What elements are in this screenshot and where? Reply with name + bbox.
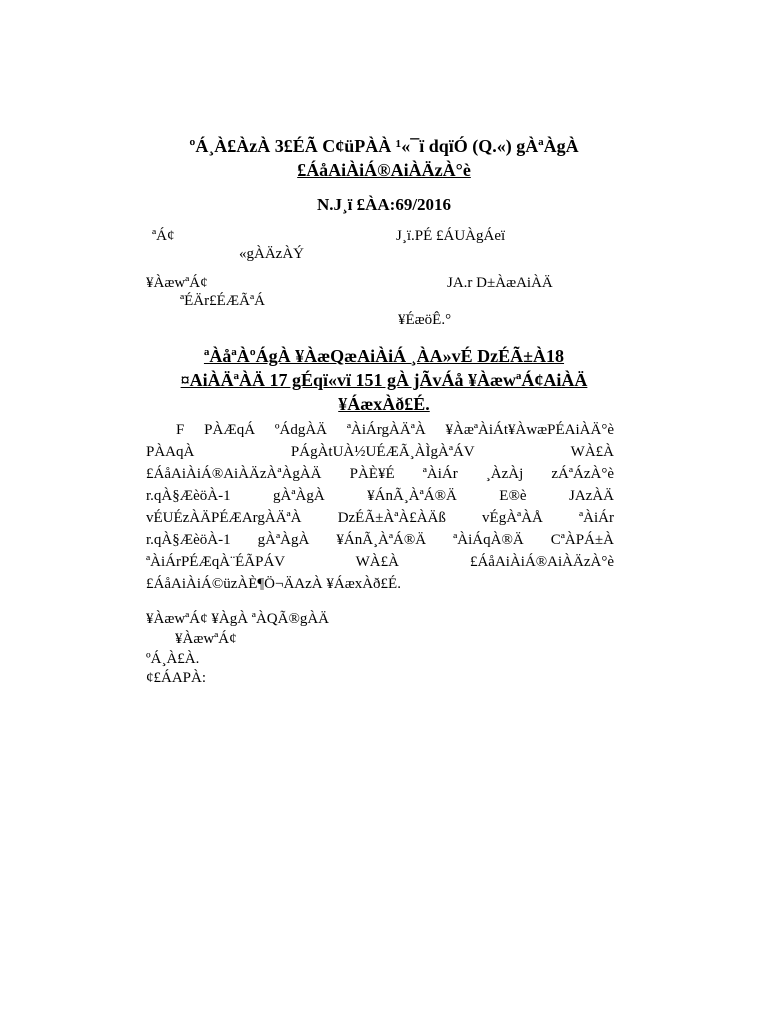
signature-party: ¥ÀæwªÁ¢ [175, 631, 237, 647]
subject-heading [100, 344, 668, 416]
body-line: £ÁåAiÀiÁ©üzÀÈ¶Ö¬ÄAzÀ ¥ÁæxÀð£É. [146, 576, 401, 592]
body-line: ªÀiÁrPÉÆqÀ¨ÉÃPÁV WÀ£À £ÁåAiÀiÁ®AiÀÄzÀ°è [146, 554, 614, 570]
body-line: PÀAqÀ PÁgÀtUÀ½UÉÆÃ¸ÀÌgÀªÁV WÀ£À [146, 444, 614, 460]
plaintiff-label: ªÁ¢ [152, 228, 175, 244]
defendant-name: JA.r D±ÀæAiÀÄ [447, 275, 553, 291]
signature-advocate: ¥ÀæwªÁ¢ ¥ÀgÀ ªÀQÃ®gÀÄ [146, 611, 330, 627]
defendant-label: ¥ÀæwªÁ¢ [146, 275, 208, 291]
subject-line-2: ¤AiÀÄªÀÄ 17 gÉqï«vï 151 gÀ jÃvÁå ¥ÀæwªÁ¢AiÀÄ [180, 370, 588, 390]
plaintiff-name: J¸ï.PÉ £ÁUÀgÁeï [396, 228, 506, 244]
body-line: vÉUÉzÀÄPÉÆArgÀÄªÀ DzÉÃ±ÀªÀ£ÀÄß vÉgÀªÀÅ ªÀiÁr [146, 510, 614, 526]
body-line: F PÀÆqÁ ºÁdgÀÄ ªÀiÁrgÀÄªÀ ¥ÀæªÀiÁt¥ÀwæPÉAiÀÄ°è [176, 422, 614, 438]
body-line: r.qÀ§ÆèöÀ-1 gÀªÀgÀ ¥ÁnÃ¸ÀªÁ®Ä ªÀiÁqÀ®Ä CªÀPÁ±À [146, 532, 614, 548]
signature-place: ºÁ¸À£À. [146, 651, 200, 667]
case-number: N.J¸ï £ÀA:69/2016 [316, 195, 452, 214]
subject-line-1: ªÀåªÀºÁgÀ ¥ÀæQæAiÀiÁ ¸ÀA»vÉ DzÉÃ±À18 [203, 346, 565, 366]
title-line-2: £ÁåAiÀiÁ®AiÀÄzÀ°è [297, 160, 471, 180]
body-line: £ÁåAiÀiÁ®AiÀÄzÀªÀgÀÄ PÀÈ¥É ªÀiÁr ¸ÀzÀj zÁªÁzÀ°è [146, 466, 614, 482]
versus-label: «gÀÄzÀÝ [239, 246, 304, 262]
petition-body [146, 419, 614, 595]
defendant-address: ¥ÉæöÊ.° [398, 312, 452, 328]
body-line: r.qÀ§ÆèöÀ-1 gÀªÀgÀ ¥ÁnÃ¸ÀªÁ®Ä E®è JAzÀÄ [146, 488, 614, 504]
document-title [100, 134, 668, 182]
signature-date: ¢£ÁAPÀ: [146, 670, 207, 686]
title-line-1: ºÁ¸À£ÀzÀ 3£ÉÃ C¢üPÀÀ ¹«¯ï dqïÓ (Q.«) gÀªÀgÀ [189, 136, 579, 156]
defendant-detail: ªÉÄr£ÉÆÃªÁ [180, 293, 265, 309]
subject-line-3: ¥ÁæxÀð£É. [338, 394, 430, 414]
